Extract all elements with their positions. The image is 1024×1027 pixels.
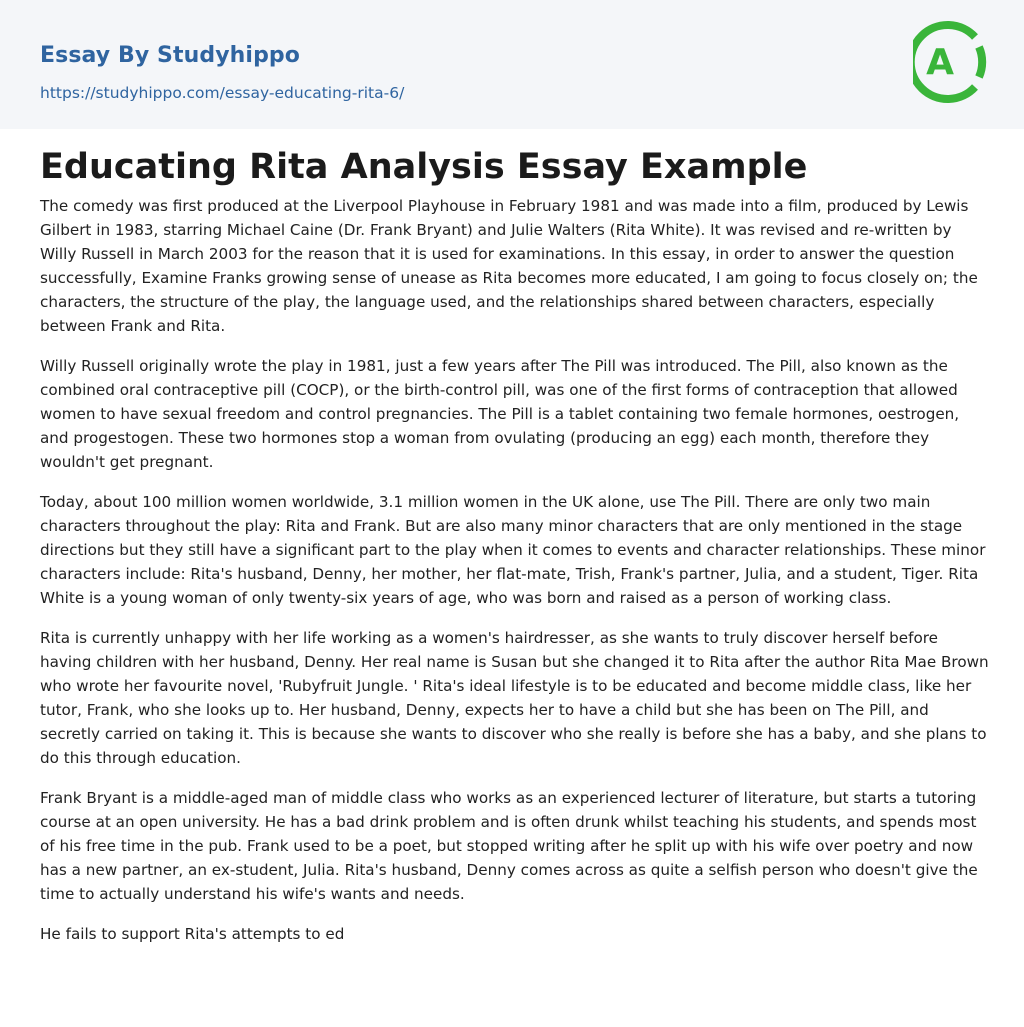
essay-paragraph: Willy Russell originally wrote the play in 1981, just a few years after The Pill was introduced. The Pill, also known as the combined oral contraceptive pill (COCP), or the birth-control pill, was one of the first forms of contraception that allowed women to have sexual freedom and control pregnancies. The Pill is a tablet containing two female hormones, oestrogen, and progestogen. These two hormones stop a woman from ovulating (producing an egg) each month, therefore they wouldn't get pregnant. bbox=[40, 357, 960, 471]
essay-paragraph: Frank Bryant is a middle-aged man of middle class who works as an experienced lecturer of literature, but starts a tutoring course at an open university. He has a bad drink problem and is often drunk whilst teaching his students, and spends most of his free time in the pub. Frank used to be a poet, but stopped writing after he split up with his wife over poetry and now has a new partner, an ex-student, Julia. Rita's husband, Denny comes across as quite a selfish person who doesn't give the time to actually understand his wife's wants and needs. bbox=[40, 789, 978, 903]
page-url-link[interactable]: https://studyhippo.com/essay-educating-rita-6/ bbox=[40, 84, 405, 102]
logo-letter: A bbox=[926, 42, 954, 83]
essay-body bbox=[40, 194, 990, 962]
site-brand[interactable]: Essay By Studyhippo bbox=[40, 43, 300, 68]
essay-paragraph-truncated: He fails to support Rita's attempts to ed bbox=[40, 925, 345, 943]
essay-paragraph: Today, about 100 million women worldwide, 3.1 million women in the UK alone, use The Pill. There are only two main characters throughout the play: Rita and Frank. But are also many minor characters that are only mentioned in the stage directions but they still have a significant part to the play when it comes to events and character relationships. These minor characters include: Rita's husband, Denny, her mother, her flat-mate, Trish, Frank's partner, Julia, and a student, Tiger. Rita White is a young woman of only twenty-six years of age, who was born and raised as a person of working class. bbox=[40, 493, 986, 607]
studyhippo-logo-icon[interactable] bbox=[913, 19, 987, 105]
logo-svg bbox=[913, 19, 987, 105]
essay-paragraph: The comedy was first produced at the Liverpool Playhouse in February 1981 and was made into a film, produced by Lewis Gilbert in 1983, starring Michael Caine (Dr. Frank Bryant) and Julie Walters (Rita White). It was revised and re-written by Willy Russell in March 2003 for the reason that it is used for examinations. In this essay, in order to answer the question successfully, Examine Franks growing sense of unease as Rita becomes more educated, I am going to focus closely on; the characters, the structure of the play, the language used, and the relationships shared between characters, especially between Frank and Rita. bbox=[40, 197, 978, 335]
essay-paragraph: Rita is currently unhappy with her life working as a women's hairdresser, as she wants to truly discover herself before having children with her husband, Denny. Her real name is Susan but she changed it to Rita after the author Rita Mae Brown who wrote her favourite novel, 'Rubyfruit Jungle. ' Rita's ideal lifestyle is to be educated and become middle class, like her tutor, Frank, who she looks up to. Her husband, Denny, expects her to have a child but she has been on The Pill, and secretly carried on taking it. This is because she wants to discover who she really is before she has a baby, and she plans to do this through education. bbox=[40, 629, 989, 767]
page-title: Educating Rita Analysis Essay Example bbox=[40, 147, 808, 187]
site-header bbox=[0, 0, 1024, 129]
